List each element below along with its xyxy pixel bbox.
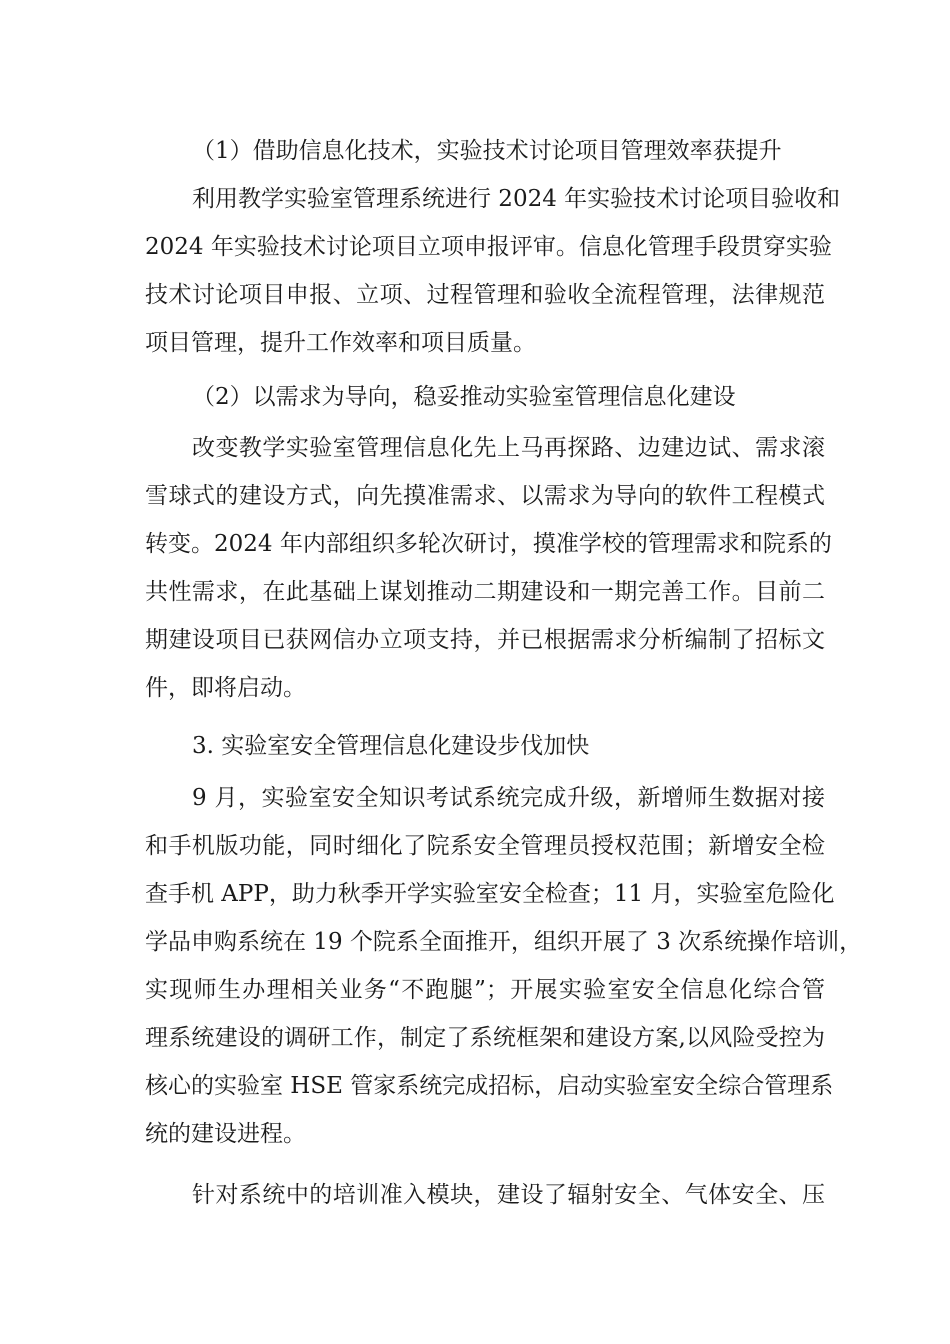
paragraph-line: 实现师生办理相关业务“不跑腿”；开展实验室安全信息化综合管: [145, 977, 825, 1003]
paragraph-line: 和手机版功能，同时细化了院系安全管理员授权范围；新增安全检: [145, 833, 825, 859]
paragraph-line: 技术讨论项目申报、立项、过程管理和验收全流程管理，法律规范: [145, 282, 825, 308]
paragraph-line: 共性需求，在此基础上谋划推动二期建设和一期完善工作。目前二: [145, 579, 825, 605]
paragraph-line: 理系统建设的调研工作，制定了系统框架和建设方案,以风险受控为: [145, 1025, 825, 1051]
paragraph-line: 雪球式的建设方式，向先摸准需求、以需求为导向的软件工程模式: [145, 483, 825, 509]
paragraph-line: 转变。2024 年内部组织多轮次研讨，摸准学校的管理需求和院系的: [145, 531, 832, 557]
section-heading-3: 3. 实验室安全管理信息化建设步伐加快: [192, 733, 590, 759]
paragraph-line: 2024 年实验技术讨论项目立项申报评审。信息化管理手段贯穿实验: [145, 234, 832, 260]
paragraph-line: 9 月，实验室安全知识考试系统完成升级，新增师生数据对接: [192, 785, 825, 811]
section-heading-2: （2）以需求为导向，稳妥推动实验室管理信息化建设: [192, 384, 736, 410]
paragraph-line: 项目管理，提升工作效率和项目质量。: [145, 330, 536, 356]
paragraph-line: 改变教学实验室管理信息化先上马再探路、边建边试、需求滚: [192, 435, 825, 461]
paragraph-line: 针对系统中的培训准入模块，建设了辐射安全、气体安全、压: [192, 1182, 825, 1208]
paragraph-line: 统的建设进程。: [145, 1121, 306, 1147]
paragraph-line: 件，即将启动。: [145, 675, 306, 701]
paragraph-line: 核心的实验室 HSE 管家系统完成招标，启动实验室安全综合管理系: [145, 1073, 834, 1099]
section-heading-1: （1）借助信息化技术，实验技术讨论项目管理效率获提升: [192, 138, 782, 164]
paragraph-line: 期建设项目已获网信办立项支持，并已根据需求分析编制了招标文: [145, 627, 825, 653]
paragraph-line: 利用教学实验室管理系统进行 2024 年实验技术讨论项目验收和: [192, 186, 841, 212]
paragraph-line: 学品申购系统在 19 个院系全面推开，组织开展了 3 次系统操作培训，: [145, 929, 863, 955]
paragraph-line: 查手机 APP，助力秋季开学实验室安全检查；11 月，实验室危险化: [145, 881, 835, 907]
